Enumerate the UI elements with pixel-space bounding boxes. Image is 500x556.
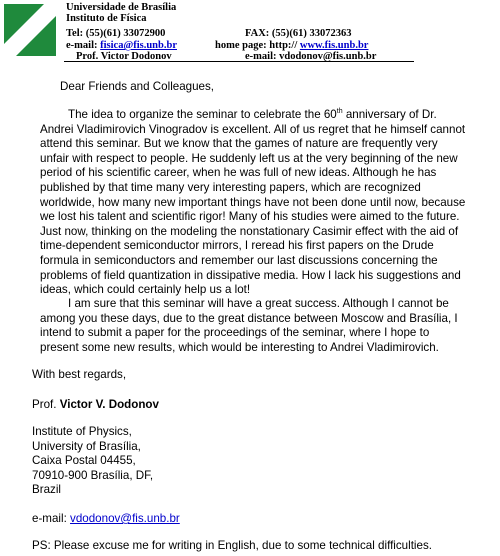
address-line: Institute of Physics,: [32, 425, 132, 438]
paragraph-1-line: The idea to organize the seminar to celebrate the 60th anniversary of Dr.: [68, 108, 437, 121]
header-email: [66, 40, 177, 51]
signature-name: Victor V. Dodonov: [59, 398, 159, 411]
ordinal-suffix: th: [336, 108, 343, 116]
header-homepage: [215, 40, 368, 51]
paragraph-2-line: among you these days, due to the great distance between Moscow and Brasília, I: [40, 311, 458, 325]
address-line: University of Brasília,: [32, 439, 141, 453]
paragraph-1-line: attend this seminar. But we know that the games of nature are frequently very: [40, 137, 438, 151]
institute-name: Instituto de Física: [66, 13, 147, 24]
paragraph-1-line: time-dependent semiconductor mirrors, I reread his first papers on the Drude: [40, 239, 434, 253]
paragraph-1-line: problems of field quantization in dissipative media. How I lack his suggestions and: [40, 268, 461, 282]
paragraph-1-line: we lost his talent and scientific rigor! Many of his studies were aimed to the future.: [40, 210, 460, 224]
paragraph-2-line: intend to submit a paper for the proceedings of the seminar, where I hope to: [40, 326, 430, 340]
paragraph-1-line: published by that time many very interesting papers, which are recognized: [40, 180, 421, 194]
address-line: Caixa Postal 04455,: [32, 454, 136, 468]
paragraph-2-line: present some new results, which would be interesting to Andrei Vladimirovich.: [40, 340, 439, 354]
address-block: [32, 425, 447, 498]
paragraph-1-line: unfair with respect to people. He suddenly left us at the very beginning of the new: [40, 151, 458, 165]
address-line: Brazil: [32, 483, 61, 497]
paragraph-1-line: Andrei Vladimirovich Vinogradov is excellent. All of us regret that he himself cannot: [40, 122, 466, 136]
postscript: PS: Please excuse me for writing in English, due to some technical difficulties.: [32, 539, 432, 552]
signature-title: Prof.: [32, 398, 57, 411]
homepage-link[interactable]: www.fis.unb.br: [299, 40, 369, 51]
signature-email-link[interactable]: vdodonov@fis.unb.br: [70, 512, 180, 525]
professor-name: Prof. Victor Dodonov: [76, 51, 172, 62]
greeting: Dear Friends and Colleagues,: [60, 80, 215, 93]
professor-email: e-mail: vdodonov@fis.unb.br: [245, 51, 377, 62]
university-logo: [4, 4, 56, 56]
homepage-label: home page: http://: [215, 40, 298, 51]
paragraph-2-line: I am sure that this seminar will have a great success. Although I cannot be: [68, 297, 449, 310]
paragraph-1-line: Just now, thinking on the modeling the nonstationary Casimir effect with the aid of: [40, 224, 459, 238]
header-email-link[interactable]: fisica@fis.unb.br: [100, 40, 177, 51]
paragraph-1-line: formula in semiconductors and remember our last discussions concerning the: [40, 253, 438, 267]
fax: FAX: (55)(61) 33072363: [245, 28, 352, 39]
paragraph-1-line: ideas, which could certainly help us a lot!: [40, 283, 251, 297]
paragraph-1-line: period of his scientific career, when he was full of new ideas. Although he has: [40, 166, 437, 180]
address-line: 70910-900 Brasília, DF,: [32, 468, 154, 482]
paragraph-1: [40, 108, 480, 298]
university-name: Universidade de Brasília: [66, 2, 177, 13]
paragraph-1-line: worldwide, how many new important things have not been done until now, because: [40, 195, 466, 209]
paragraph-2: [40, 297, 480, 355]
signature: [32, 398, 447, 413]
signature-email: [32, 512, 447, 527]
closing: With best regards,: [32, 368, 127, 381]
telephone: Tel: (55)(61) 33072900: [66, 28, 166, 39]
header-rule: [64, 61, 414, 62]
header-email-label: e-mail:: [66, 40, 98, 51]
signature-email-label: e-mail:: [32, 512, 67, 525]
